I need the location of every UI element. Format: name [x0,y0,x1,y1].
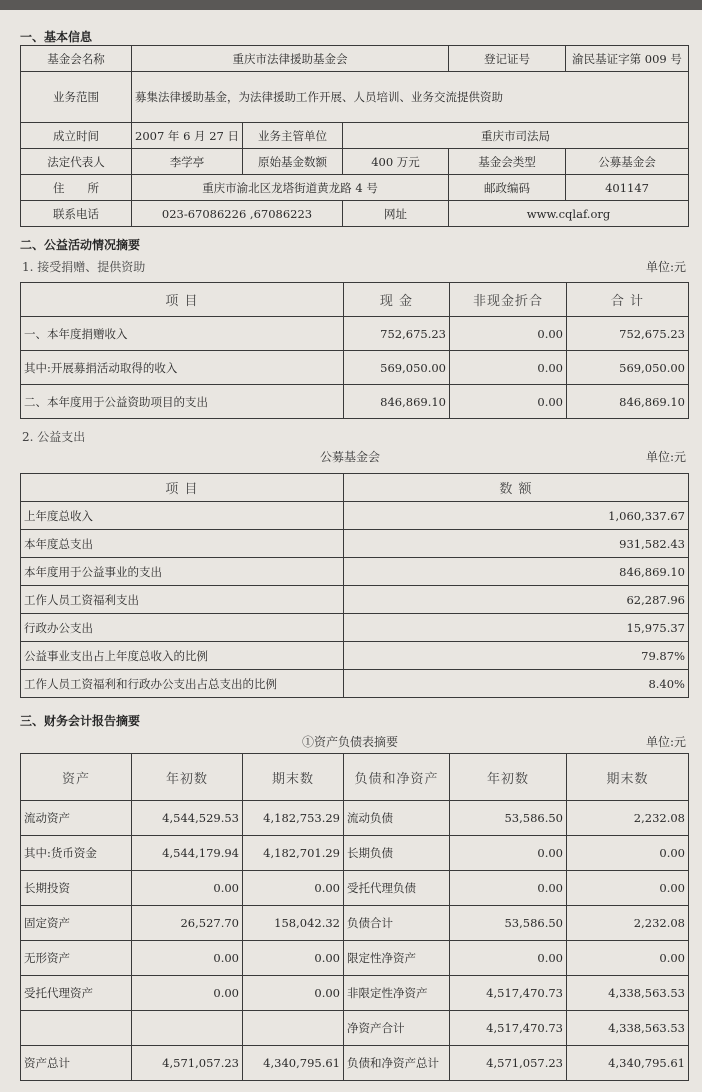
cell-value: 79.87% [344,642,689,670]
liability-label: 负债和净资产总计 [344,1046,450,1081]
cell-value: 0.00 [450,385,567,419]
cell-value: 846,869.10 [344,385,450,419]
asset-label: 长期投资 [21,871,132,906]
scan-top-edge [0,0,702,10]
row-label: 其中:开展募捐活动取得的收入 [21,351,344,385]
col-header: 数 额 [344,474,689,502]
table-row [21,836,689,871]
rep-value: 李学亭 [132,149,243,175]
col-header: 期末数 [567,754,689,801]
cell-value: 0.00 [450,351,567,385]
col-header: 现 金 [344,283,450,317]
cell-value: 1,060,337.67 [344,502,689,530]
liability-label: 净资产合计 [344,1011,450,1046]
cell-value: 2,232.08 [567,906,689,941]
balance-sheet-table [20,753,689,1081]
cell-value: 2,232.08 [567,801,689,836]
cell-value: 8.40% [344,670,689,698]
col-header: 非现金折合 [450,283,567,317]
asset-label: 其中:货币资金 [21,836,132,871]
addr-value: 重庆市渝北区龙塔街道黄龙路 4 号 [132,175,449,201]
cell-value: 0.00 [450,836,567,871]
cell-value: 158,042.32 [243,906,344,941]
cell-value: 931,582.43 [344,530,689,558]
donation-table [20,282,689,419]
cell-value: 4,338,563.53 [567,976,689,1011]
table-row [21,1046,689,1081]
table-row [21,801,689,836]
col-header: 年初数 [132,754,243,801]
cell-value: 0.00 [132,976,243,1011]
fund-label: 原始基金数额 [243,149,343,175]
cell-value: 752,675.23 [344,317,450,351]
cell-value: 569,050.00 [344,351,450,385]
asset-label: 流动资产 [21,801,132,836]
col-header: 负债和净资产 [344,754,450,801]
col-header: 合 计 [567,283,689,317]
subsection-expenditure: 2. 公益支出 [22,430,86,444]
cell-value: 0.00 [450,317,567,351]
cell-value: 0.00 [450,871,567,906]
fund-value: 400 万元 [343,149,449,175]
cell-value: 4,340,795.61 [243,1046,344,1081]
cell-value: 4,182,701.29 [243,836,344,871]
row-label: 本年度用于公益事业的支出 [21,558,344,586]
est-value: 2007 年 6 月 27 日 [132,123,243,149]
cell-value: 4,571,057.23 [450,1046,567,1081]
cell-value: 4,182,753.29 [243,801,344,836]
asset-label: 资产总计 [21,1046,132,1081]
cell-value: 53,586.50 [450,801,567,836]
reg-value: 渝民基证字第 009 号 [566,46,689,72]
row-label: 一、本年度捐赠收入 [21,317,344,351]
asset-label: 固定资产 [21,906,132,941]
cell-value: 0.00 [243,976,344,1011]
cell-value: 846,869.10 [344,558,689,586]
cell-value: 0.00 [243,941,344,976]
row-label: 上年度总收入 [21,502,344,530]
scope-value: 募集法律援助基金，为法律援助工作开展、人员培训、业务交流提供资助 [132,72,689,123]
cell-value: 846,869.10 [567,385,689,419]
cell-value: 4,340,795.61 [567,1046,689,1081]
cell-value: 0.00 [132,941,243,976]
unit-label-2: 单位:元 [645,450,686,464]
cell-value: 4,517,470.73 [450,1011,567,1046]
cell-value: 4,544,529.53 [132,801,243,836]
name-label: 基金会名称 [21,46,132,72]
liability-label: 受托代理负债 [344,871,450,906]
web-value: www.cqlaf.org [449,201,689,227]
cell-value: 0.00 [243,871,344,906]
table-row [21,642,689,670]
subsection-donations: 1. 接受捐赠、提供资助 [22,260,146,274]
liability-label: 负债合计 [344,906,450,941]
supervisor-label: 业务主管单位 [243,123,343,149]
table-row [21,976,689,1011]
cell-value: 4,544,179.94 [132,836,243,871]
expenditure-table [20,473,689,698]
unit-label-1: 单位:元 [645,260,686,274]
col-header: 期末数 [243,754,344,801]
section-3-title: 三、财务会计报告摘要 [20,714,141,728]
asset-label: 受托代理资产 [21,976,132,1011]
table-row [21,586,689,614]
cell-value: 0.00 [132,871,243,906]
supervisor-value: 重庆市司法局 [343,123,689,149]
cell-value: 53,586.50 [450,906,567,941]
cell-value [243,1011,344,1046]
row-label: 二、本年度用于公益资助项目的支出 [21,385,344,419]
post-value: 401147 [566,175,689,201]
type-value: 公募基金会 [566,149,689,175]
col-header: 项 目 [21,474,344,502]
tel-value: 023-67086226 ,67086223 [132,201,343,227]
row-label: 公益事业支出占上年度总收入的比例 [21,642,344,670]
section-1-title: 一、基本信息 [20,30,93,44]
liability-label: 流动负债 [344,801,450,836]
row-label: 本年度总支出 [21,530,344,558]
tel-label: 联系电话 [21,201,132,227]
asset-label: 无形资产 [21,941,132,976]
table-row [21,502,689,530]
cell-value: 0.00 [450,941,567,976]
cell-value: 752,675.23 [567,317,689,351]
balance-sheet-heading: ①资产负债表摘要 [301,735,398,749]
table-row [21,614,689,642]
table-row [21,317,689,351]
row-label: 行政办公支出 [21,614,344,642]
scope-label: 业务范围 [21,72,132,123]
liability-label: 限定性净资产 [344,941,450,976]
est-label: 成立时间 [21,123,132,149]
rep-label: 法定代表人 [21,149,132,175]
table-row [21,871,689,906]
section-2-title: 二、公益活动情况摘要 [20,238,141,252]
col-header: 项 目 [21,283,344,317]
cell-value: 4,338,563.53 [567,1011,689,1046]
cell-value: 26,527.70 [132,906,243,941]
table-row [21,530,689,558]
col-header: 年初数 [450,754,567,801]
cell-value: 0.00 [567,941,689,976]
table-row [21,385,689,419]
cell-value: 0.00 [567,871,689,906]
cell-value: 15,975.37 [344,614,689,642]
cell-value: 0.00 [567,836,689,871]
table-row [21,351,689,385]
addr-label: 住 所 [21,175,132,201]
table-row [21,670,689,698]
foundation-type-heading: 公募基金会 [319,450,380,464]
cell-value: 62,287.96 [344,586,689,614]
name-value: 重庆市法律援助基金会 [132,46,449,72]
asset-label [21,1011,132,1046]
col-header: 资产 [21,754,132,801]
unit-label-3: 单位:元 [645,735,686,749]
cell-value: 4,571,057.23 [132,1046,243,1081]
post-label: 邮政编码 [449,175,566,201]
liability-label: 非限定性净资产 [344,976,450,1011]
row-label: 工作人员工资福利和行政办公支出占总支出的比例 [21,670,344,698]
table-row [21,906,689,941]
table-row [21,558,689,586]
basic-info-table [20,45,689,227]
liability-label: 长期负债 [344,836,450,871]
cell-value: 4,517,470.73 [450,976,567,1011]
reg-label: 登记证号 [449,46,566,72]
cell-value [132,1011,243,1046]
table-row [21,941,689,976]
cell-value: 569,050.00 [567,351,689,385]
table-row [21,1011,689,1046]
row-label: 工作人员工资福利支出 [21,586,344,614]
web-label: 网址 [343,201,449,227]
type-label: 基金会类型 [449,149,566,175]
